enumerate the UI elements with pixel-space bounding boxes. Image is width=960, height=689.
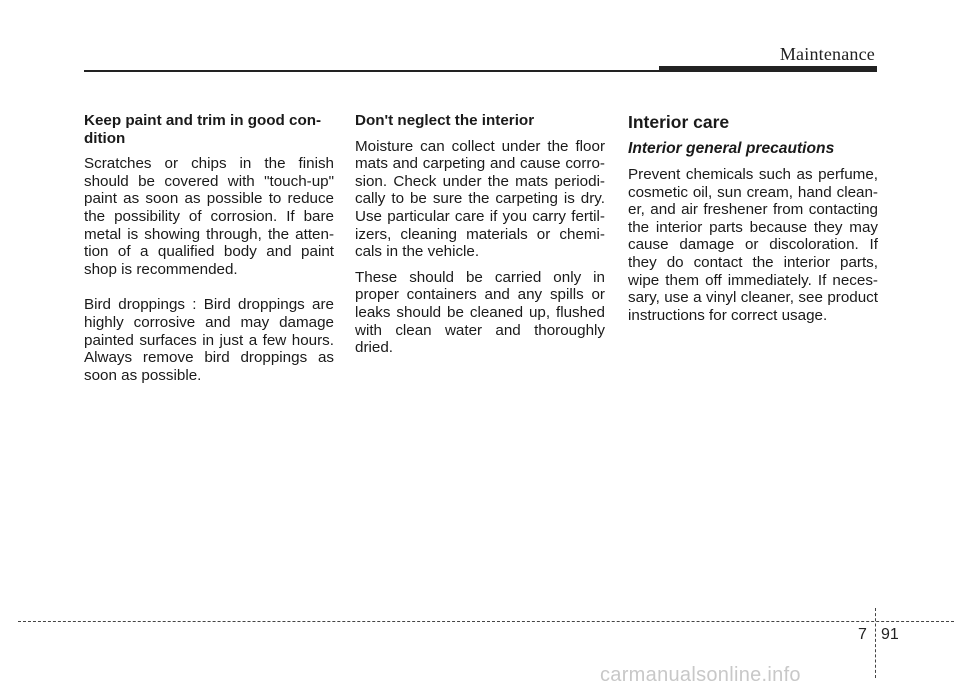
column-1	[84, 112, 334, 392]
footer-dashed-rule	[18, 621, 954, 622]
column-2	[355, 112, 605, 365]
interior-care-heading: Interior care	[628, 112, 730, 132]
column-3	[628, 112, 878, 332]
paint-trim-paragraph: Scratches or chips in the finish should be covered with "touch-up" paint as soon as possible to reduce the possibility of corrosion. If bare metal is showing through, the atten-tion of a qualified body and paint shop is recommended.	[84, 155, 334, 278]
header-rule-thin	[84, 70, 660, 72]
paint-trim-heading: Keep paint and trim in good con-dition	[84, 112, 322, 147]
bird-droppings-paragraph: Bird droppings : Bird droppings are highly corrosive and may damage painted surfaces in just a few hours. Always remove bird droppings as soon as possible.	[84, 296, 334, 384]
chemicals-paragraph: Prevent chemicals such as perfume, cosmetic oil, sun cream, hand clean-er, and air freshener from contacting the interior parts because they may cause damage or discoloration. If they do contact the interior parts, wipe them off immediately. If neces-sary, use a vinyl cleaner, see product instructions for correct usage.	[628, 166, 878, 324]
containers-paragraph: These should be carried only in proper containers and any spills or leaks should be cleaned up, flushed with clean water and thoroughly dried.	[355, 268, 605, 357]
header-rule-thick	[659, 66, 877, 72]
interior-neglect-heading: Don't neglect the interior	[355, 112, 535, 129]
footer-vertical-rule	[875, 608, 876, 678]
page-number: 91	[881, 626, 899, 643]
interior-precautions-subheading: Interior general precautions	[628, 140, 835, 157]
chapter-number: 7	[858, 626, 867, 643]
watermark: carmanualsonline.info	[600, 664, 801, 686]
moisture-paragraph: Moisture can collect under the floor mats and carpeting and cause corro-sion. Check under the mats periodi-cally to be sure the carpeting is dry. Use particular care if you carry fertil-izers, cleaning materials or chemi-cals in the vehicle.	[355, 137, 605, 261]
section-title: Maintenance	[779, 44, 875, 64]
